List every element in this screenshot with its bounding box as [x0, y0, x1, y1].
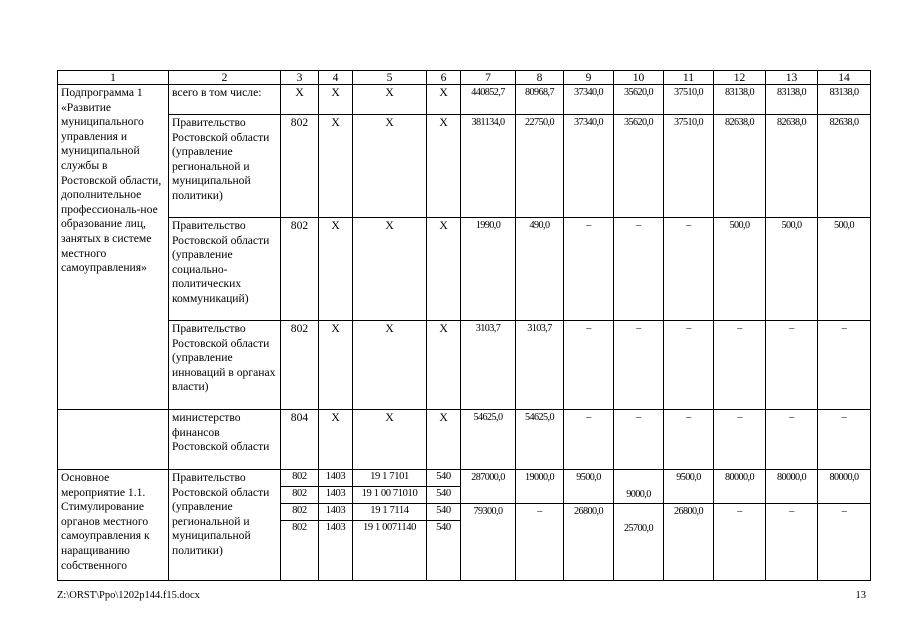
cell: Х	[319, 85, 353, 115]
value-cell: –	[664, 218, 714, 321]
value-cell: 54625,0	[461, 410, 516, 470]
budget-table	[57, 70, 871, 581]
value-cell: 83138,0	[766, 85, 818, 115]
footer-file-path: Z:\ORST\Ppo\1202p144.f15.docx	[57, 590, 200, 601]
value-cell: 500,0	[766, 218, 818, 321]
value-cell: –	[664, 321, 714, 410]
header-cell: 6	[427, 71, 461, 85]
table-row	[58, 321, 871, 410]
cell: Х	[319, 321, 353, 410]
code-cell: 802	[281, 470, 319, 487]
value-cell: 22750,0	[516, 115, 564, 218]
value-cell: –	[564, 321, 614, 410]
value-cell: 37340,0	[564, 85, 614, 115]
header-cell: 1	[58, 71, 169, 85]
code-cell: 802	[281, 504, 319, 521]
cell: 804	[281, 410, 319, 470]
header-cell: 11	[664, 71, 714, 85]
cell: Х	[353, 115, 427, 218]
value-cell: 440852,7	[461, 85, 516, 115]
code-cell: 540	[427, 470, 461, 487]
code-cell: 19 1 7101	[353, 470, 427, 487]
executor-cell: Правительство Ростовской области (управление инноваций в органах власти)	[169, 321, 281, 410]
table-row	[58, 218, 871, 321]
code-cell: 19 1 00 71010	[353, 487, 427, 504]
value-cell-empty	[664, 487, 714, 504]
cell: 802	[281, 115, 319, 218]
value-cell: –	[818, 410, 871, 470]
header-cell: 10	[614, 71, 664, 85]
value-cell: 35620,0	[614, 115, 664, 218]
executor-cell: Правительство Ростовской области (управление социально-политических коммуникаций)	[169, 218, 281, 321]
value-cell: 9500,0	[564, 470, 614, 487]
header-cell: 13	[766, 71, 818, 85]
value-cell: 80000,0	[714, 470, 766, 504]
value-cell: –	[614, 410, 664, 470]
code-cell: 1403	[319, 487, 353, 504]
value-cell: 381134,0	[461, 115, 516, 218]
executor-cell: всего в том числе:	[169, 85, 281, 115]
value-cell-empty	[564, 521, 614, 581]
header-cell: 8	[516, 71, 564, 85]
cell: Х	[427, 321, 461, 410]
value-cell: 37340,0	[564, 115, 614, 218]
cell: Х	[353, 321, 427, 410]
header-cell: 7	[461, 71, 516, 85]
header-cell: 5	[353, 71, 427, 85]
value-cell: –	[766, 321, 818, 410]
value-cell: 80968,7	[516, 85, 564, 115]
value-cell: –	[818, 504, 871, 581]
value-cell: 26800,0	[564, 504, 614, 521]
value-cell: 80000,0	[818, 470, 871, 504]
cell: Х	[319, 218, 353, 321]
value-cell: –	[766, 410, 818, 470]
value-cell: –	[516, 504, 564, 581]
value-cell: 19000,0	[516, 470, 564, 504]
value-cell: 83138,0	[818, 85, 871, 115]
cell: Х	[427, 115, 461, 218]
value-cell: 80000,0	[766, 470, 818, 504]
value-cell: 3103,7	[516, 321, 564, 410]
subprogram-name-cell-empty	[58, 410, 169, 470]
measure-name-cell: Основное мероприятие 1.1. Стимулирование органов местного самоуправления к наращиванию собственного	[58, 470, 169, 581]
cell: Х	[353, 85, 427, 115]
table-row	[58, 115, 871, 218]
cell: Х	[353, 218, 427, 321]
value-cell: 26800,0	[664, 504, 714, 521]
cell: 802	[281, 321, 319, 410]
code-cell: 1403	[319, 504, 353, 521]
code-cell: 802	[281, 487, 319, 504]
value-cell: –	[614, 218, 664, 321]
code-cell: 19 1 7114	[353, 504, 427, 521]
value-cell-empty	[614, 470, 664, 487]
value-cell: –	[714, 321, 766, 410]
page-number: 13	[855, 590, 866, 601]
value-cell: –	[564, 218, 614, 321]
table-row	[58, 410, 871, 470]
cell: Х	[353, 410, 427, 470]
code-cell: 540	[427, 521, 461, 581]
code-cell: 19 1 0071140	[353, 521, 427, 581]
cell: Х	[427, 410, 461, 470]
cell: Х	[319, 115, 353, 218]
header-cell: 14	[818, 71, 871, 85]
value-cell: 1990,0	[461, 218, 516, 321]
value-cell: 500,0	[818, 218, 871, 321]
header-cell: 12	[714, 71, 766, 85]
value-cell: 287000,0	[461, 470, 516, 504]
value-cell-empty	[614, 504, 664, 521]
value-cell: 79300,0	[461, 504, 516, 581]
table-row	[58, 470, 871, 487]
header-row	[58, 71, 871, 85]
executor-cell: министерство финансов Ростовской области	[169, 410, 281, 470]
cell: 802	[281, 218, 319, 321]
value-cell: 37510,0	[664, 85, 714, 115]
cell: Х	[319, 410, 353, 470]
value-cell: 9000,0	[614, 487, 664, 504]
header-cell: 2	[169, 71, 281, 85]
header-cell: 3	[281, 71, 319, 85]
subprogram-name-cell: Подпрограмма 1 «Развитие муниципального управления и муниципальной службы в Ростовской области, дополнительное профессиональ-ное образование лиц, занятых в системе местного самоуправления»	[58, 85, 169, 410]
value-cell: –	[766, 504, 818, 581]
value-cell: 490,0	[516, 218, 564, 321]
executor-cell: Правительство Ростовской области (управление региональной и муниципальной политики)	[169, 470, 281, 581]
cell: Х	[281, 85, 319, 115]
value-cell: –	[614, 321, 664, 410]
value-cell: 3103,7	[461, 321, 516, 410]
value-cell: 25700,0	[614, 521, 664, 581]
value-cell: –	[664, 410, 714, 470]
code-cell: 540	[427, 487, 461, 504]
value-cell: 82638,0	[766, 115, 818, 218]
table-row	[58, 85, 871, 115]
value-cell: 37510,0	[664, 115, 714, 218]
header-cell: 4	[319, 71, 353, 85]
executor-cell: Правительство Ростовской области (управление региональной и муниципальной политики)	[169, 115, 281, 218]
value-cell: 35620,0	[614, 85, 664, 115]
value-cell: 9500,0	[664, 470, 714, 487]
code-cell: 1403	[319, 470, 353, 487]
value-cell: 500,0	[714, 218, 766, 321]
value-cell: –	[818, 321, 871, 410]
value-cell: 82638,0	[714, 115, 766, 218]
cell: Х	[427, 218, 461, 321]
code-cell: 1403	[319, 521, 353, 581]
value-cell: 83138,0	[714, 85, 766, 115]
value-cell: –	[564, 410, 614, 470]
value-cell-empty	[664, 521, 714, 581]
code-cell: 540	[427, 504, 461, 521]
value-cell: –	[714, 504, 766, 581]
value-cell: –	[714, 410, 766, 470]
value-cell: 82638,0	[818, 115, 871, 218]
header-cell: 9	[564, 71, 614, 85]
value-cell-empty	[564, 487, 614, 504]
cell: Х	[427, 85, 461, 115]
code-cell: 802	[281, 521, 319, 581]
value-cell: 54625,0	[516, 410, 564, 470]
